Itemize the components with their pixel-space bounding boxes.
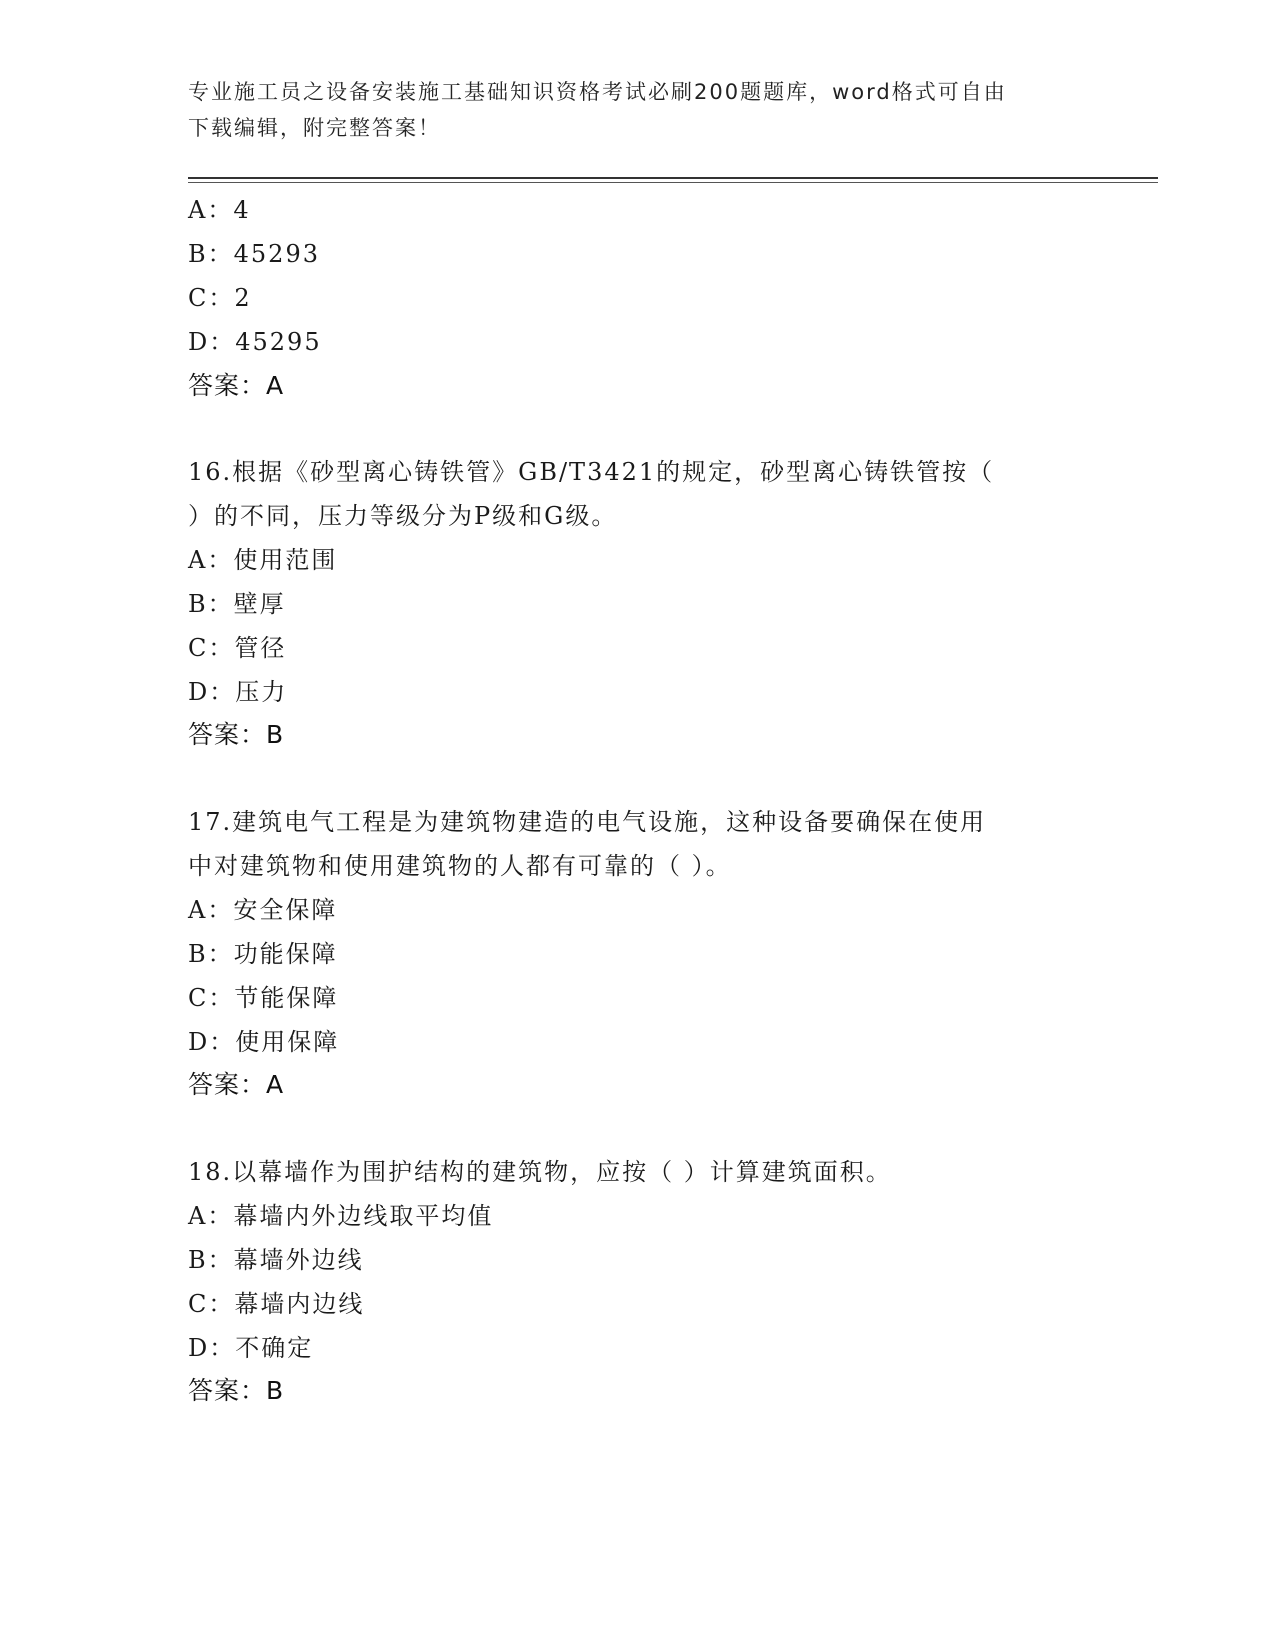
header-line-1: 专业施工员之设备安装施工基础知识资格考试必刷200题题库，word格式可自由 xyxy=(188,80,1007,104)
q15-option-b: B：45293 xyxy=(188,240,320,268)
q15-option-c: C：2 xyxy=(188,284,252,312)
q16-answer: 答案：B xyxy=(188,720,285,749)
q16-option-d: D：压力 xyxy=(188,678,288,706)
q17-option-b: B：功能保障 xyxy=(188,940,338,968)
q18-option-d: D：不确定 xyxy=(188,1334,314,1362)
q18-stem-line-1: 18.以幕墙作为围护结构的建筑物，应按（ ）计算建筑面积。 xyxy=(188,1158,892,1186)
q18-option-c: C：幕墙内边线 xyxy=(188,1290,365,1318)
header-divider-thick xyxy=(188,177,1158,179)
q15-answer: 答案：A xyxy=(188,371,285,400)
q16-option-b: B：壁厚 xyxy=(188,590,286,618)
q17-answer: 答案：A xyxy=(188,1070,285,1099)
q16-stem-line-1: 16.根据《砂型离心铸铁管》GB/T3421的规定，砂型离心铸铁管按（ xyxy=(188,458,995,486)
q16-stem-line-2: ）的不同，压力等级分为P级和G级。 xyxy=(188,502,618,530)
q16-option-c: C：管径 xyxy=(188,634,287,662)
q17-option-a: A：安全保障 xyxy=(188,896,338,924)
q17-option-d: D：使用保障 xyxy=(188,1028,340,1056)
q18-option-a: A：幕墙内外边线取平均值 xyxy=(188,1202,494,1230)
header-line-2: 下载编辑，附完整答案！ xyxy=(188,116,441,140)
header-divider-thin xyxy=(188,182,1158,183)
q17-stem-line-2: 中对建筑物和使用建筑物的人都有可靠的（ ）。 xyxy=(188,852,732,880)
q17-option-c: C：节能保障 xyxy=(188,984,339,1012)
q16-option-a: A：使用范围 xyxy=(188,546,338,574)
q18-option-b: B：幕墙外边线 xyxy=(188,1246,364,1274)
document-header xyxy=(188,74,1088,146)
q18-answer: 答案：B xyxy=(188,1376,285,1405)
q15-option-a: A：4 xyxy=(188,196,251,224)
q17-stem-line-1: 17.建筑电气工程是为建筑物建造的电气设施，这种设备要确保在使用 xyxy=(188,808,987,836)
q15-option-d: D：45295 xyxy=(188,328,322,356)
